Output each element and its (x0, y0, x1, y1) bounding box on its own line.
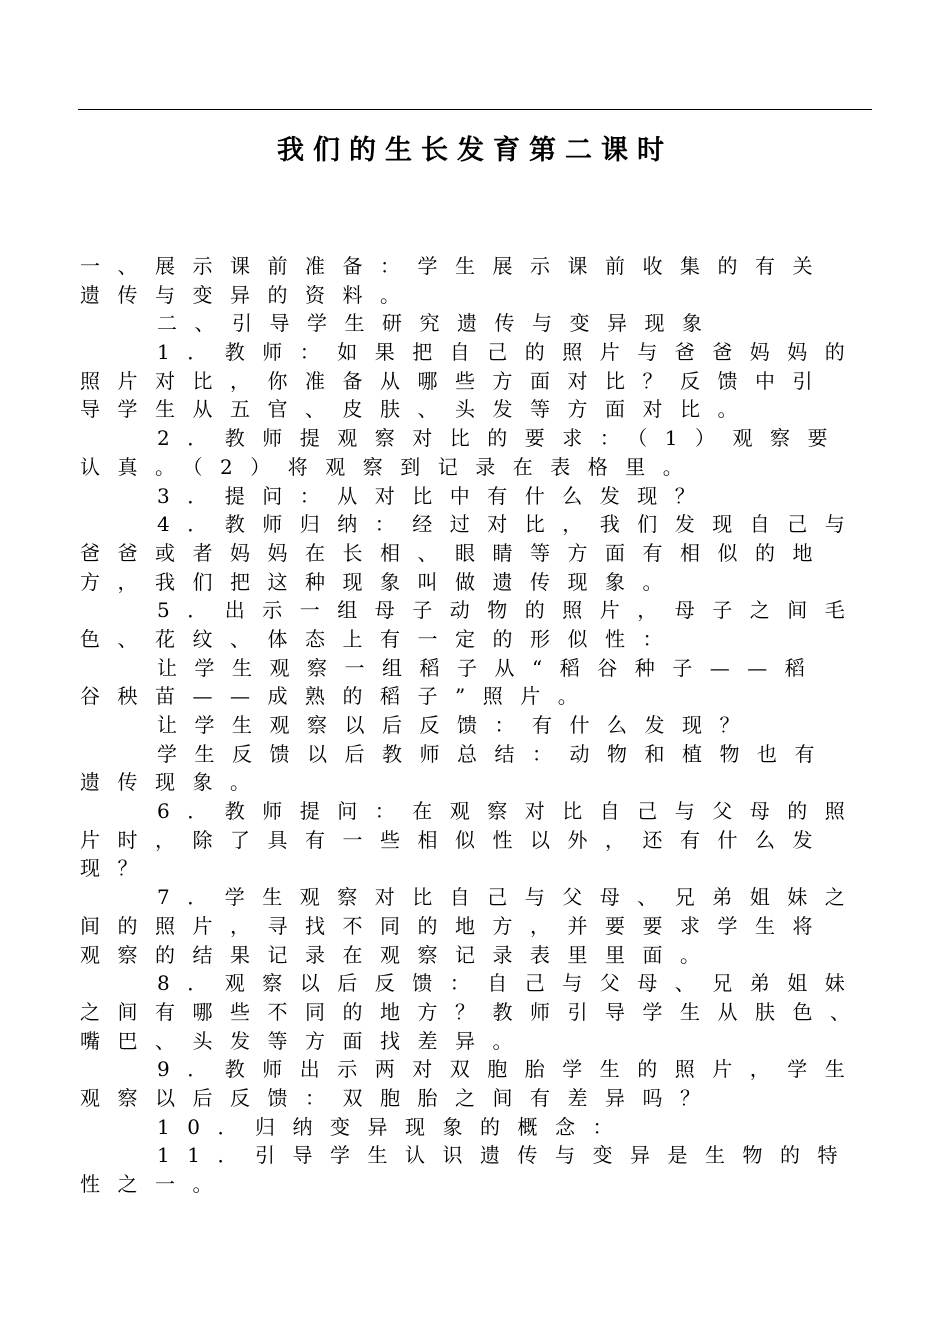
paragraph-line: 间的照片，寻找不同的地方，并要要求学生将 (80, 913, 830, 938)
paragraph-line: 遗传现象。 (80, 770, 268, 795)
paragraph-line: 3．提问：从对比中有什么发现？ (157, 483, 713, 508)
paragraph-line: 一、展示课前准备：学生展示课前收集的有关 (80, 254, 830, 278)
paragraph-line: 让学生观察一组稻子从“稻谷种子——稻 (157, 655, 823, 680)
paragraph-line: 嘴巴、头发等方面找差异。 (80, 1028, 530, 1053)
paragraph-line: 认真。（2）将观察到记录在表格里。 (80, 454, 701, 479)
paragraph-line: 爸爸或者妈妈在长相、眼睛等方面有相似的地 (80, 540, 830, 565)
paragraph-line: 照片对比，你准备从哪些方面对比？反馈中引 (80, 368, 830, 393)
paragraph-line: 7．学生观察对比自己与父母、兄弟姐妹之 (157, 885, 863, 910)
paragraph-line: 方，我们把这种现象叫做遗传现象。 (80, 569, 680, 594)
paragraph-line: 11．引导学生认识遗传与变异是生物的特 (157, 1143, 855, 1168)
paragraph-line: 10．归纳变异现象的概念： (157, 1114, 630, 1139)
paragraph-line: 遗传与变异的资料。 (80, 282, 418, 307)
paragraph-line: 二、引导学生研究遗传与变异现象 (157, 311, 720, 336)
paragraph-line: 之间有哪些不同的地方？教师引导学生从肤色、 (80, 999, 868, 1024)
paragraph-line: 让学生观察以后反馈：有什么发现？ (157, 713, 757, 737)
paragraph-line: 1．教师：如果把自己的照片与爸爸妈妈的 (157, 340, 863, 365)
paragraph-line: 谷秧苗——成熟的稻子”照片。 (80, 684, 596, 709)
paragraph-line: 导学生从五官、皮肤、头发等方面对比。 (80, 397, 755, 422)
paragraph-line: 片时，除了具有一些相似性以外，还有什么发 (80, 827, 830, 852)
paragraph-line: 2．教师提观察对比的要求：（1）观察要 (157, 426, 845, 451)
paragraph-line: 6．教师提问：在观察对比自己与父母的照 (157, 799, 863, 824)
page-title: 我们的生长发育第二课时 (277, 135, 673, 166)
paragraph-line: 色、花纹、体态上有一定的形似性： (80, 626, 680, 651)
paragraph-line: 学生反馈以后教师总结：动物和植物也有 (157, 741, 832, 766)
paragraph-line: 4．教师归纳：经过对比，我们发现自己与 (157, 512, 863, 537)
paragraph-line: 9．教师出示两对双胞胎学生的照片，学生 (157, 1057, 863, 1082)
paragraph-line: 观察的结果记录在观察记录表里里面。 (80, 942, 718, 967)
paragraph-line: 性之一。 (80, 1172, 230, 1196)
paragraph-line: 5．出示一组母子动物的照片，母子之间毛 (157, 598, 863, 623)
document-body (80, 252, 880, 1199)
paragraph-line: 观察以后反馈：双胞胎之间有差异吗？ (80, 1085, 718, 1110)
paragraph-line: 现？ (80, 856, 155, 881)
header-rule (78, 109, 872, 110)
paragraph-line: 8．观察以后反馈：自己与父母、兄弟姐妹 (157, 971, 863, 996)
